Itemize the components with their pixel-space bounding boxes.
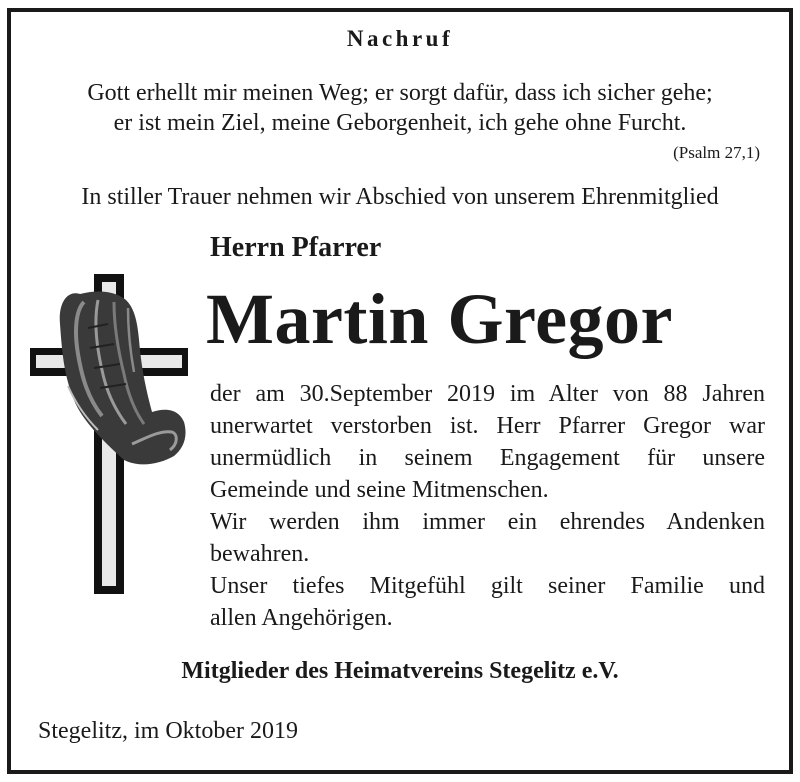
signer: Mitglieder des Heimatvereins Stegelitz e.V. — [181, 658, 619, 684]
verse-line-2: er ist mein Ziel, meine Geborgenheit, ich gehe ohne Furcht. — [113, 110, 687, 136]
body-line: allen Angehörigen. — [210, 605, 393, 631]
verse-line-1: Gott erhellt mir meinen Weg; er sorgt dafür, dass ich sicher gehe; — [87, 80, 713, 106]
body-line: Unser tiefes Mitgefühl gilt seiner Familie und — [210, 573, 765, 599]
deceased-honorific: Herrn Pfarrer — [210, 232, 382, 263]
body-line: unermüdlich in seinem Engagement für unsere — [210, 445, 765, 471]
deceased-name: Martin Gregor — [206, 279, 674, 359]
obituary-body — [210, 378, 765, 634]
body-line: bewahren. — [210, 541, 310, 567]
place-date: Stegelitz, im Oktober 2019 — [38, 718, 298, 744]
verse-source: (Psalm 27,1) — [673, 143, 760, 162]
obituary-heading: Nachruf — [346, 26, 454, 51]
intro-text: In stiller Trauer nehmen wir Abschied von unserem Ehrenmitglied — [81, 184, 719, 210]
body-line: Wir werden ihm immer ein ehrendes Andenken — [210, 509, 765, 535]
body-line: der am 30.September 2019 im Alter von 88 Jahren — [210, 381, 765, 407]
body-line: Gemeinde und seine Mitmenschen. — [210, 477, 549, 503]
body-line: unerwartet verstorben ist. Herr Pfarrer Gregor war — [210, 413, 765, 439]
cross-with-praying-hands-icon — [28, 268, 190, 598]
